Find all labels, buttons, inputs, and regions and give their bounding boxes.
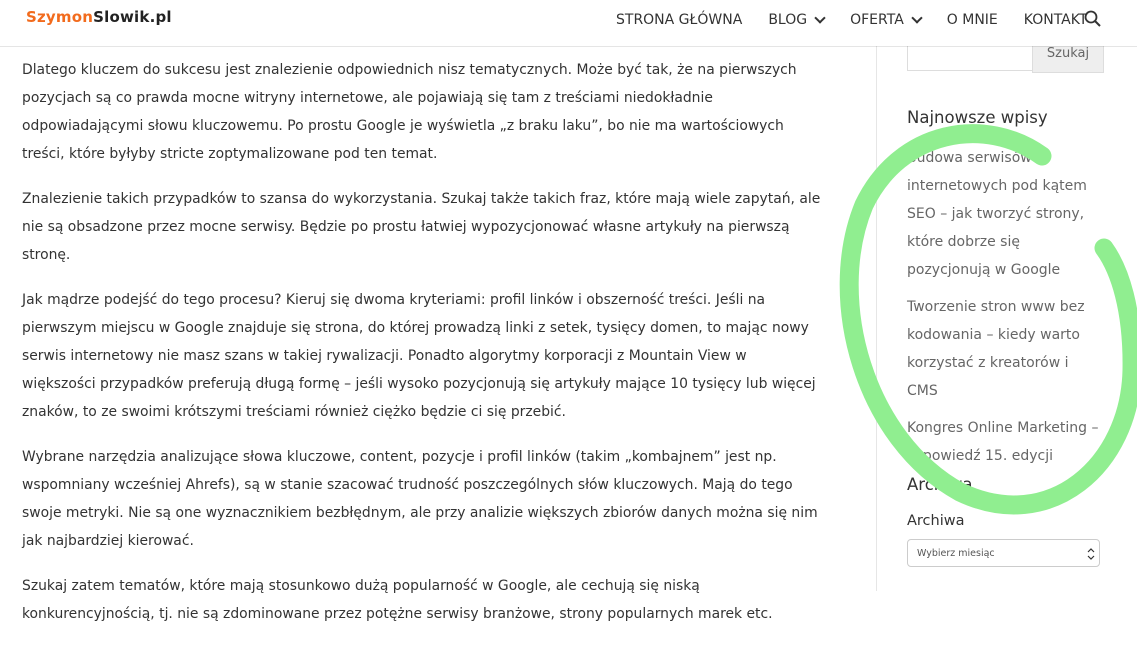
nav-item-offer[interactable] xyxy=(850,12,921,28)
logo-part-1: Szymon xyxy=(26,8,94,26)
nav-item-contact[interactable] xyxy=(1024,12,1088,28)
recent-post-link[interactable]: Tworzenie stron www bez kodowania – kiedy warto korzystać z kreatorów i CMS xyxy=(907,299,1085,399)
nav-label: OFERTA xyxy=(850,12,904,28)
recent-post-link[interactable]: Budowa serwisów internetowych pod kątem SEO – jak tworzyć strony, które dobrze się pozycjonują w Google xyxy=(907,150,1087,278)
nav-label: O MNIE xyxy=(946,12,998,28)
recent-posts-title: Najnowsze wpisy xyxy=(907,108,1048,127)
nav-item-about[interactable] xyxy=(947,12,998,28)
paragraph: Szukaj zatem tematów, które mają stosunkowo dużą popularność w Google, ale cechują się niską konkurencyjnością, tj. nie są zdominowane przez potężne serwisy branżowe, strony popularnych marek etc. xyxy=(22,578,773,622)
search-icon[interactable] xyxy=(1083,9,1103,29)
archive-select-value: Wybierz miesiąc xyxy=(917,547,995,559)
archive-month-select[interactable] xyxy=(907,539,1100,567)
nav-item-blog[interactable] xyxy=(768,12,824,28)
paragraph: Dlatego kluczem do sukcesu jest znalezienie odpowiednich nisz tematycznych. Może być tak, że na pierwszych pozycjach są co prawda mocne witryny internetowe, ale pojawiają się tam z treściami niedokładnie odpowiadającymi słowu kluczowemu. Po prostu Google je wyświetla „z braku laku”, bo nie ma wartościowych treści, które byłyby stricte zoptymalizowane pod ten temat. xyxy=(22,62,797,162)
nav-label: BLOG xyxy=(768,12,808,28)
search-button[interactable]: Szukaj xyxy=(1032,34,1104,73)
nav-item-home[interactable] xyxy=(616,12,742,28)
archives-label: Archiwa xyxy=(907,513,965,529)
sidebar-divider xyxy=(876,46,877,591)
paragraph: Wybrane narzędzia analizujące słowa kluczowe, content, pozycje i profil linków (takim „kombajnem” jest np. wspomniany wcześniej Ahrefs), są w stanie szacować trudność poszczególnych słów kluczowych. Mają do tego swoje metryki. Nie są one wyznacznikiem bezbłędnym, ale przy analizie większych zbiorów danych można się nim jak najbardziej kierować. xyxy=(22,449,818,549)
nav-label: STRONA GŁÓWNA xyxy=(616,12,743,28)
paragraph: Znalezienie takich przypadków to szansa do wykorzystania. Szukaj także takich fraz, które mają wiele zapytań, ale nie są obsadzone przez mocne serwisy. Będzie po prostu łatwiej wypozycjonować własne artykuły na pierwszą stronę. xyxy=(22,191,821,263)
archives-title: Archiwa xyxy=(907,475,973,494)
site-logo[interactable] xyxy=(26,8,172,26)
select-arrows-icon xyxy=(1088,547,1094,561)
site-header xyxy=(0,0,1137,46)
chevron-down-icon xyxy=(814,12,825,23)
recent-posts-list xyxy=(907,144,1102,479)
nav-label: KONTAKT xyxy=(1023,12,1088,28)
logo-part-2: Slowik.pl xyxy=(93,8,172,26)
paragraph: Jak mądrze podejść do tego procesu? Kieruj się dwoma kryteriami: profil linków i obszerność treści. Jeśli na pierwszym miejscu w Google znajduje się strona, do której prowadzą linki z setek, tysięcy domen, to mając nowy serwis internetowy nie masz szans w takiej rywalizacji. Ponadto algorytmy korporacji z Mountain View w większości przypadków preferują długą formę – jeśli wysoko pozycjonują się artykuły mające 10 tysięcy lub więcej znaków, to ze swoimi krótszymi treściami również ciężko będzie ci się przebić. xyxy=(22,292,816,420)
recent-post-link[interactable]: Kongres Online Marketing – zapowiedź 15. edycji xyxy=(907,420,1099,464)
chevron-down-icon xyxy=(911,12,922,23)
main-nav xyxy=(616,10,1113,30)
article-content xyxy=(22,56,822,645)
